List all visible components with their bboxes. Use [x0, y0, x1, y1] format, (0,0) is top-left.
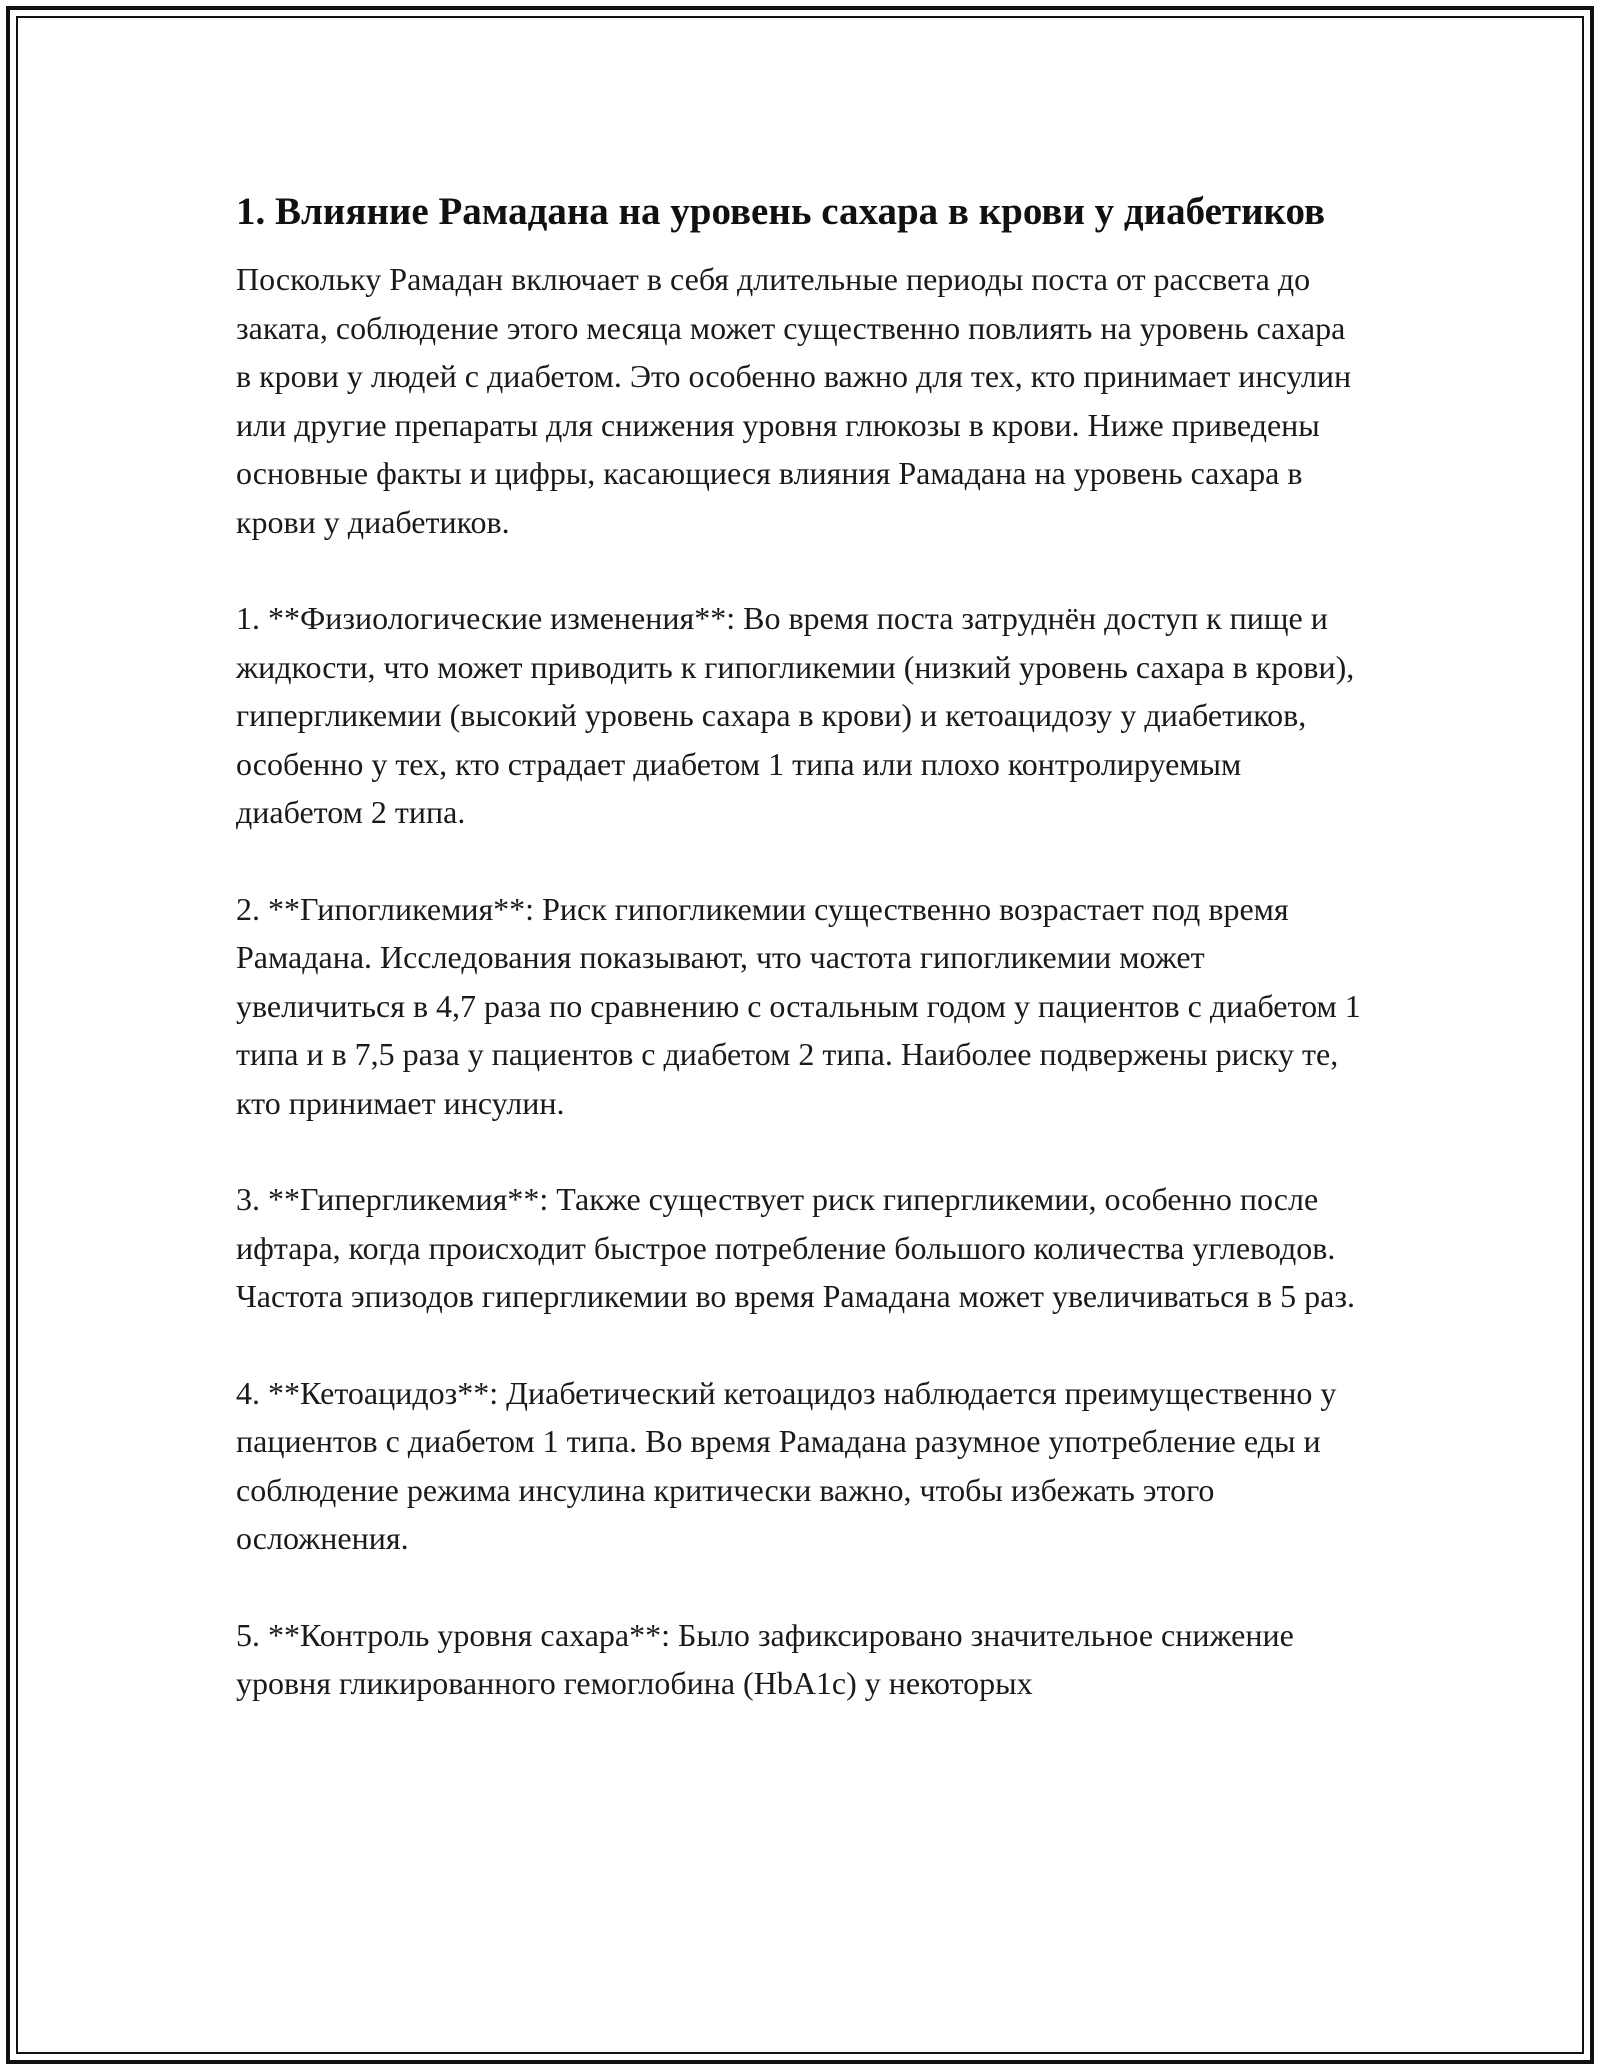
list-item-ketoacidosis: 4. **Кетоацидоз**: Диабетический кетоацидоз наблюдается преимущественно у пациентов с диабетом 1 типа. Во время Рамадана разумное употребление еды и соблюдение режима инсулина критически важно, чтобы избежать этого осложнения.	[236, 1374, 1337, 1556]
list-item-sugar-control: 5. **Контроль уровня сахара**: Было зафиксировано значительное снижение уровня гликированного гемоглобина (HbA1c) у некоторых	[236, 1616, 1294, 1701]
list-item-hypoglycemia: 2. **Гипогликемия**: Риск гипогликемии существенно возрастает под время Рамадана. Исследования показывают, что частота гипогликемии может увеличиться в 4,7 раза по сравнению с остальным годом у пациентов с диабетом 1 типа и в 7,5 раза у пациентов с диабетом 2 типа. Наиболее подвержены риску те, кто принимает инсулин.	[236, 890, 1361, 1121]
list-item-hyperglycemia: 3. **Гипергликемия**: Также существует риск гипергликемии, особенно после ифтара, когда происходит быстрое потребление большого количества углеводов. Частота эпизодов гипергликемии во время Рамадана может увеличиваться в 5 раз.	[236, 1181, 1355, 1314]
list-item-physiological-changes: 1. **Физиологические изменения**: Во время поста затруднён доступ к пище и жидкости, что может приводить к гипогликемии (низкий уровень сахара в крови), гипергликемии (высокий уровень сахара в крови) и кетоацидозу у диабетиков, особенно у тех, кто страдает диабетом 1 типа или плохо контролируемым диабетом 2 типа.	[236, 600, 1355, 830]
intro-paragraph: Поскольку Рамадан включает в себя длительные периоды поста от рассвета до заката, соблюдение этого месяца может существенно повлиять на уровень сахара в крови у людей с диабетом. Это особенно важно для тех, кто принимает инсулин или другие препараты для снижения уровня глюкозы в крови. Ниже приведены основные факты и цифры, касающиеся влияния Рамадана на уровень сахара в крови у диабетиков.	[236, 261, 1352, 540]
section-heading: 1. Влияние Рамадана на уровень сахара в крови у диабетиков	[236, 190, 1326, 233]
document-body	[236, 185, 1366, 1756]
